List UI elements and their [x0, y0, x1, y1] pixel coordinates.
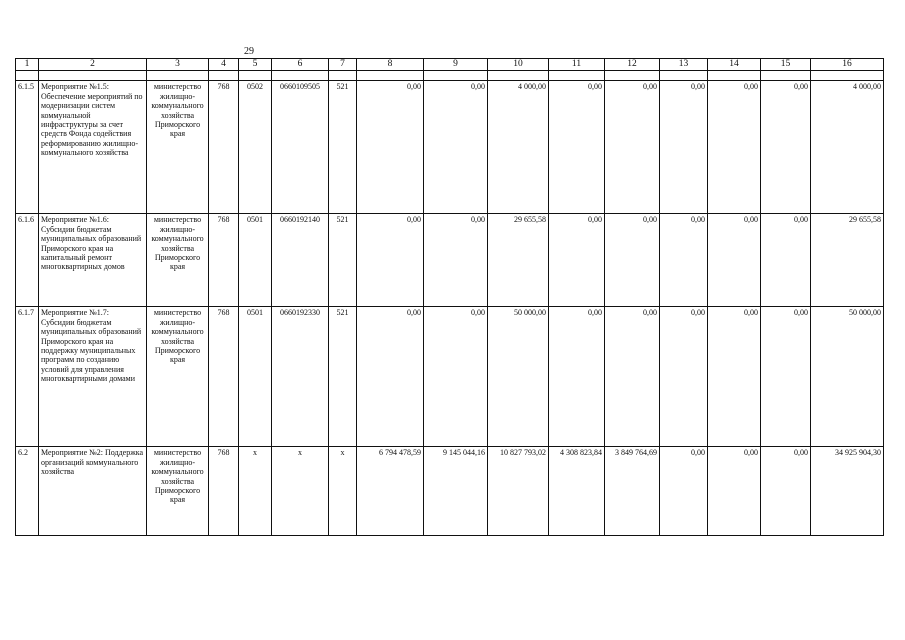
table-row [16, 214, 884, 307]
cell: 0,00 [605, 307, 660, 447]
cell: 0501 [239, 307, 272, 447]
table-row [16, 307, 884, 447]
cell: 0,00 [357, 214, 424, 307]
spacer-row [16, 71, 884, 81]
cell: 0,00 [761, 214, 811, 307]
cell: 6 794 478,59 [357, 447, 424, 536]
cell: 521 [329, 214, 357, 307]
cell: 3 849 764,69 [605, 447, 660, 536]
cell: 29 655,58 [811, 214, 884, 307]
cell: 0,00 [424, 214, 488, 307]
cell: 10 827 793,02 [488, 447, 549, 536]
cell: 0,00 [761, 447, 811, 536]
header-cell: 6 [272, 59, 329, 71]
cell: 0,00 [708, 214, 761, 307]
cell: 4 000,00 [811, 81, 884, 214]
cell: 0,00 [761, 307, 811, 447]
cell: 0,00 [605, 81, 660, 214]
cell: 0,00 [708, 81, 761, 214]
cell: 0,00 [761, 81, 811, 214]
header-cell: 1 [16, 59, 39, 71]
cell: 521 [329, 307, 357, 447]
cell: 0,00 [708, 307, 761, 447]
cell: 0,00 [660, 447, 708, 536]
row-number: 6.1.7 [16, 307, 39, 447]
cell: 0,00 [424, 307, 488, 447]
cell: 768 [209, 214, 239, 307]
cell: 0,00 [605, 214, 660, 307]
cell: x [329, 447, 357, 536]
cell: 0,00 [708, 447, 761, 536]
executor: министерство жилищно-коммунального хозяйства Приморского края [147, 307, 209, 447]
header-cell: 16 [811, 59, 884, 71]
cell: 0,00 [660, 307, 708, 447]
cell: 9 145 044,16 [424, 447, 488, 536]
header-cell: 5 [239, 59, 272, 71]
cell: 34 925 904,30 [811, 447, 884, 536]
budget-table [15, 58, 884, 536]
row-number: 6.1.6 [16, 214, 39, 307]
cell: 0,00 [549, 214, 605, 307]
activity-name: Мероприятие №2: Поддержка организаций коммунального хозяйства [39, 447, 147, 536]
cell: 768 [209, 307, 239, 447]
header-cell: 14 [708, 59, 761, 71]
page-number: 29 [244, 46, 254, 57]
header-cell: 3 [147, 59, 209, 71]
activity-name: Мероприятие №1.6: Субсидии бюджетам муниципальных образований Приморского края на капитальный ремонт многоквартирных домов [39, 214, 147, 307]
header-cell: 11 [549, 59, 605, 71]
header-cell: 7 [329, 59, 357, 71]
cell: 4 308 823,84 [549, 447, 605, 536]
header-cell: 8 [357, 59, 424, 71]
activity-name: Мероприятие №1.7: Субсидии бюджетам муниципальных образований Приморского края на поддержку муниципальных программ по созданию условий для управления многоквартирными домами [39, 307, 147, 447]
cell: 50 000,00 [488, 307, 549, 447]
header-row [16, 59, 884, 71]
cell: 0660192330 [272, 307, 329, 447]
cell: 0,00 [660, 214, 708, 307]
header-cell: 2 [39, 59, 147, 71]
cell: 50 000,00 [811, 307, 884, 447]
executor: министерство жилищно-коммунального хозяйства Приморского края [147, 447, 209, 536]
cell: 4 000,00 [488, 81, 549, 214]
header-cell: 10 [488, 59, 549, 71]
executor: министерство жилищно-коммунального хозяйства Приморского края [147, 214, 209, 307]
row-number: 6.2 [16, 447, 39, 536]
cell: 0,00 [660, 81, 708, 214]
table-row [16, 81, 884, 214]
cell: 0,00 [549, 307, 605, 447]
cell: 0501 [239, 214, 272, 307]
cell: 0660192140 [272, 214, 329, 307]
cell: 768 [209, 81, 239, 214]
header-cell: 12 [605, 59, 660, 71]
cell: 0,00 [549, 81, 605, 214]
table-row [16, 447, 884, 536]
cell: x [239, 447, 272, 536]
cell: 0,00 [357, 307, 424, 447]
cell: x [272, 447, 329, 536]
header-cell: 13 [660, 59, 708, 71]
cell: 0,00 [357, 81, 424, 214]
row-number: 6.1.5 [16, 81, 39, 214]
cell: 0660109505 [272, 81, 329, 214]
cell: 521 [329, 81, 357, 214]
cell: 29 655,58 [488, 214, 549, 307]
header-cell: 9 [424, 59, 488, 71]
activity-name: Мероприятие №1.5: Обеспечение мероприятий по модернизации систем коммунальной инфраструктуры за счет средств Фонда содействия реформированию жилищно-коммунального хозяйства [39, 81, 147, 214]
cell: 0,00 [424, 81, 488, 214]
header-cell: 4 [209, 59, 239, 71]
cell: 768 [209, 447, 239, 536]
executor: министерство жилищно-коммунального хозяйства Приморского края [147, 81, 209, 214]
cell: 0502 [239, 81, 272, 214]
header-cell: 15 [761, 59, 811, 71]
